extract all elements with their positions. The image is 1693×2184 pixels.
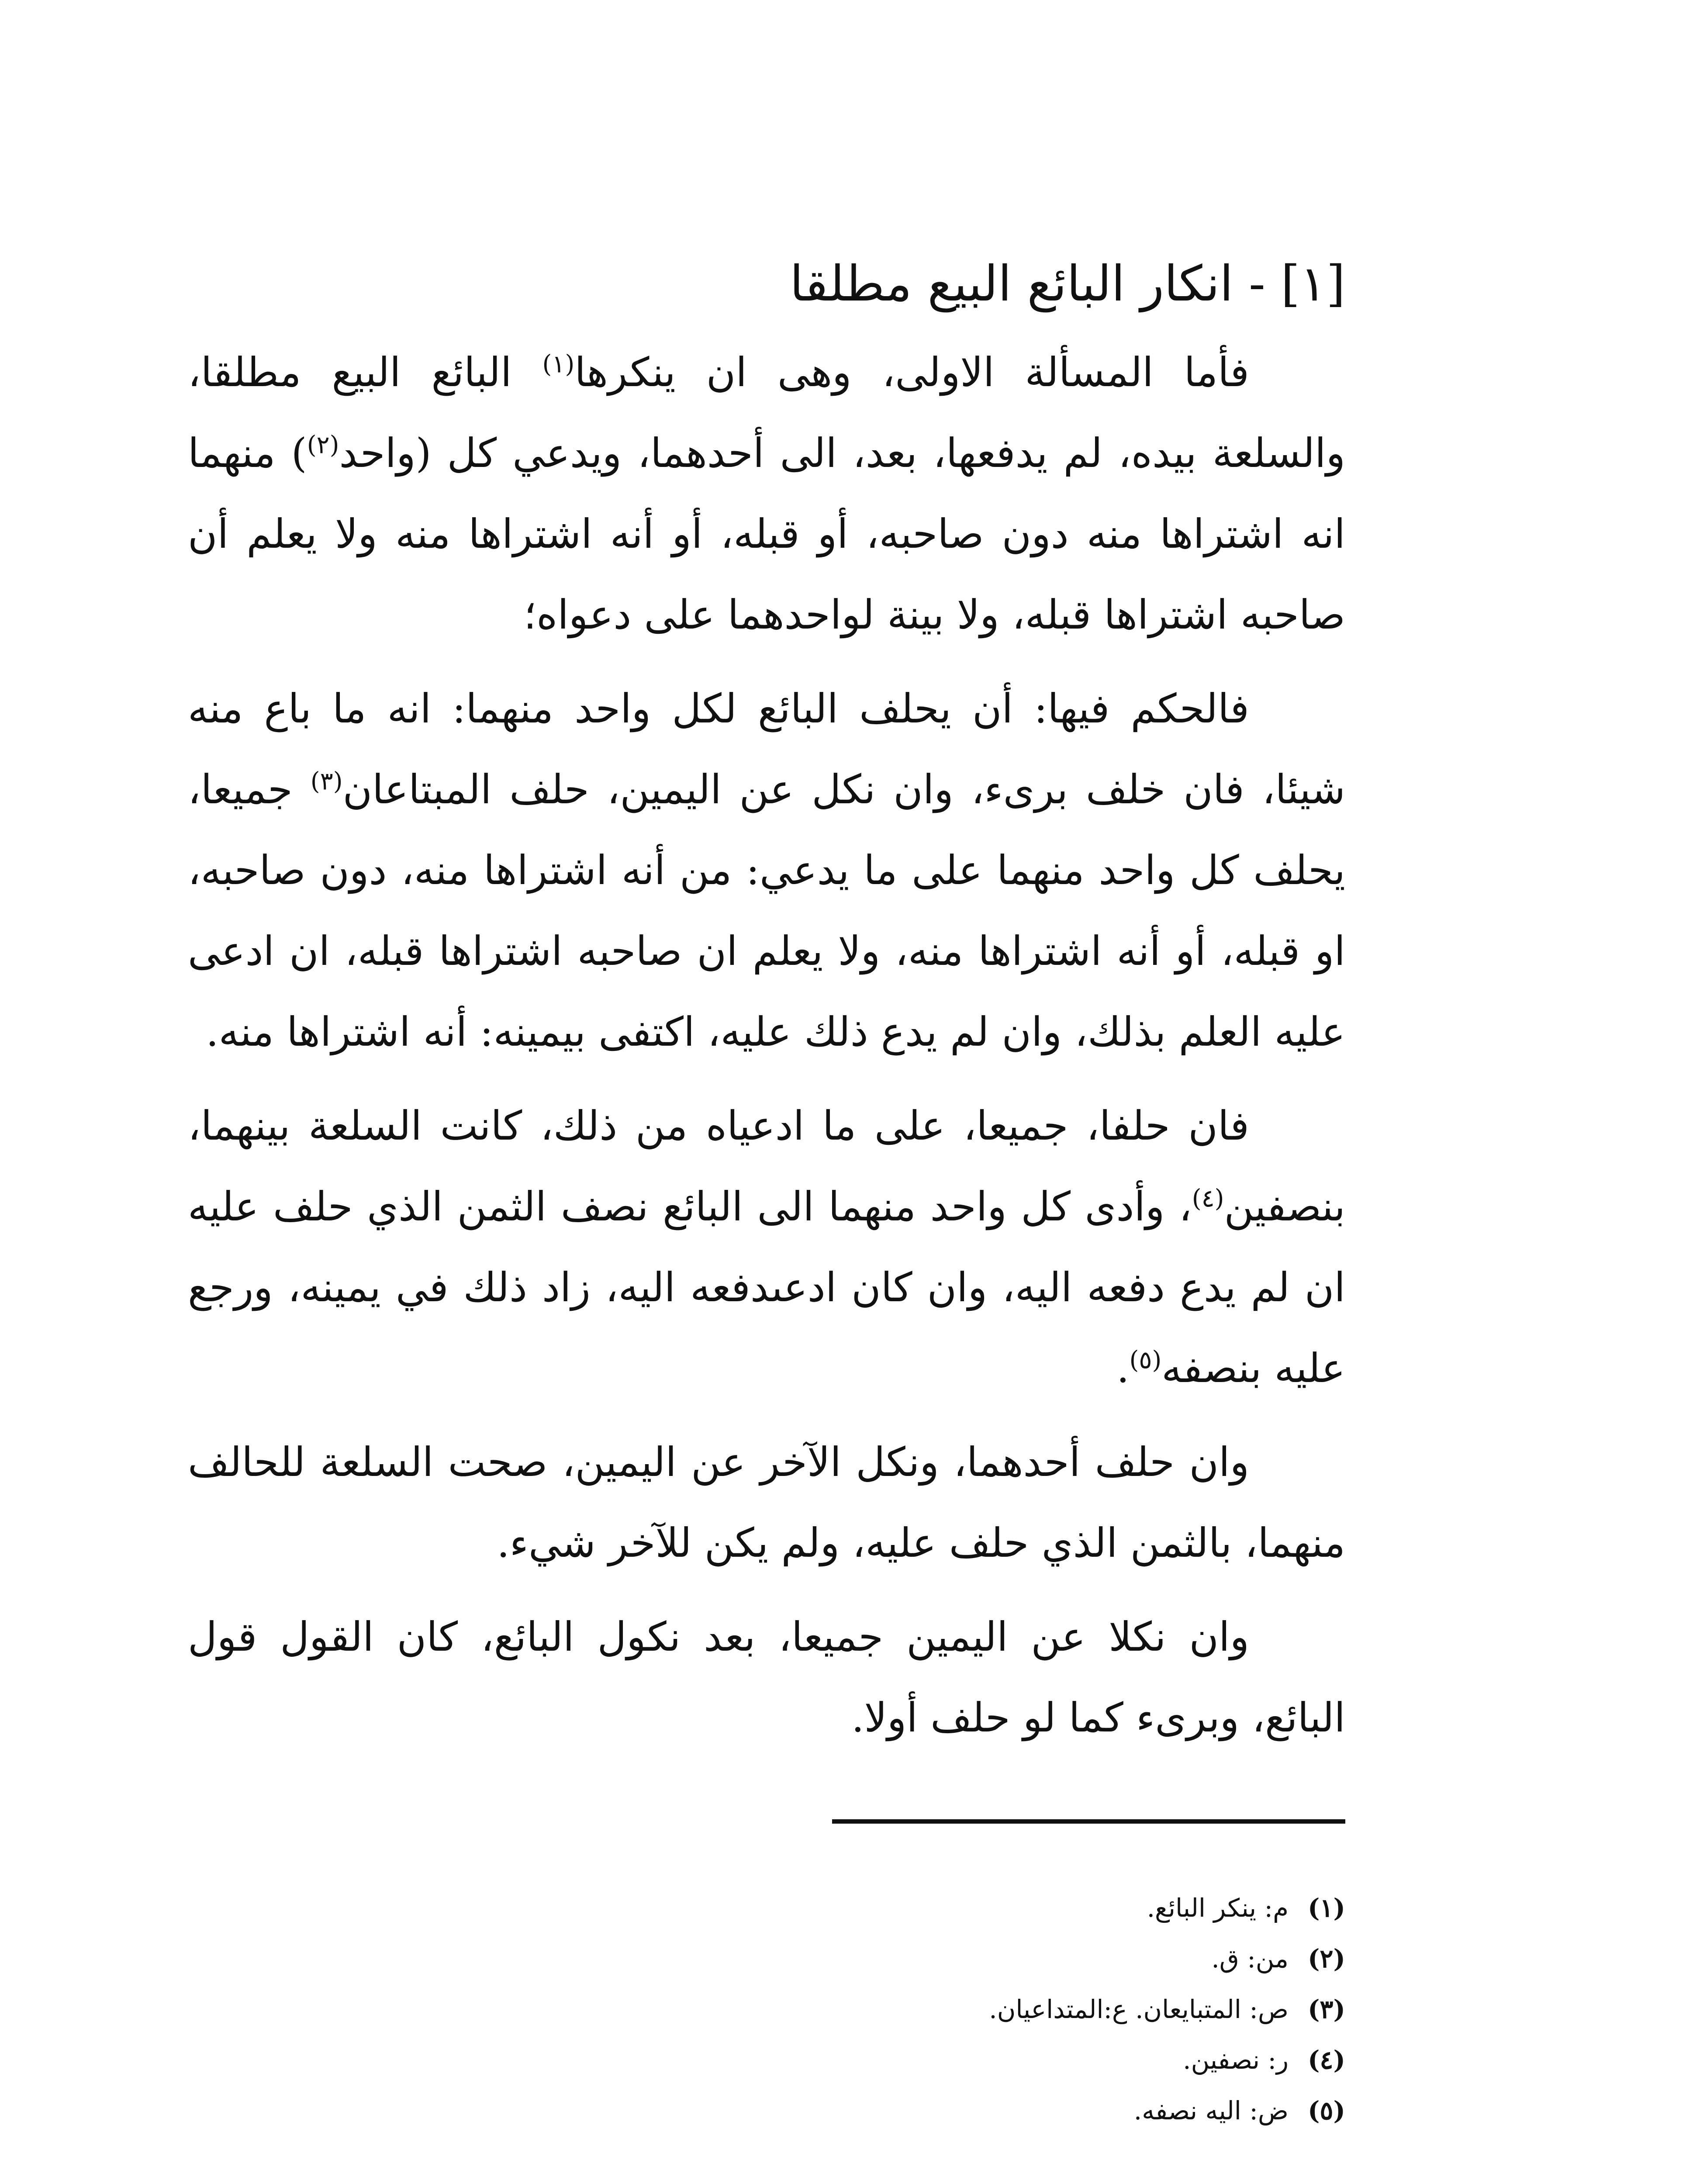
footnote-divider xyxy=(832,1819,1345,1824)
paragraph-text: . xyxy=(1116,1345,1130,1392)
footnote-marker: (٣) xyxy=(310,767,343,796)
paragraph-text: ، وأدى كل واحد منهما الى البائع نصف الثمن الذي حلف عليه ان لم يدع دفعه اليه، وان كان ادعىدفعه اليه، زاد ذلك في يمينه، ورجع عليه بنصفه xyxy=(188,1183,1345,1392)
footnote-item xyxy=(646,1984,1345,2035)
paragraph xyxy=(188,332,1345,655)
paragraph xyxy=(188,1597,1345,1758)
footnote-text: ر: نصفين. xyxy=(1183,2045,1289,2075)
footnote-number: (٢) xyxy=(1307,1944,1345,1973)
paragraph xyxy=(188,1085,1345,1409)
footnote-number: (٣) xyxy=(1307,1994,1345,2024)
footnote-text: ض: اليه نصفه. xyxy=(1133,2096,1289,2125)
footnote-item xyxy=(646,2035,1345,2085)
paragraph-text: وان نكلا عن اليمين جميعا، بعد نكول البائع، كان القول قول البائع، وبرىء كما لو حلف أولا. xyxy=(188,1614,1345,1741)
footnote-number: (٥) xyxy=(1307,2096,1345,2125)
paragraph-text: فان حلفا، جميعا، على ما ادعياه من ذلك، كانت السلعة بينهما، بنصفين xyxy=(188,1102,1345,1230)
paragraph-text: وان حلف أحدهما، ونكل الآخر عن اليمين، صحت السلعة للحالف منهما، بالثمن الذي حلف عليه، ولم يكن للآخر شيء. xyxy=(188,1439,1345,1566)
footnote-number: (١) xyxy=(1307,1893,1345,1923)
paragraph-text: فأما المسألة الاولى، وهى ان ينكرها xyxy=(574,349,1249,396)
footnote-item xyxy=(646,1883,1345,1933)
paragraph-text: جميعا، يحلف كل واحد منهما على ما يدعي: من أنه اشتراها منه، دون صاحبه، او قبله، أو أنه اشتراها منه، ولا يعلم ان صاحبه اشتراها قبله، ان ادعى عليه العلم بذلك، وان لم يدع ذلك عليه، اكتفى بيمينه: أنه اشتراها منه. xyxy=(188,766,1345,1055)
footnote-marker: (٤) xyxy=(1192,1184,1224,1213)
footnote-item xyxy=(646,1933,1345,1984)
footnote-text: ص: المتبايعان. ع:المتداعيان. xyxy=(989,1994,1289,2024)
footnote-number: (٤) xyxy=(1307,2045,1345,2075)
paragraph xyxy=(188,668,1345,1072)
paragraph-text: فالحكم فيها: أن يحلف البائع لكل واحد منهما: انه ما باع منه شيئا، فان خلف برىء، وان نكل عن اليمين، حلف المبتاعان xyxy=(188,685,1345,813)
footnote-marker: (٢) xyxy=(307,431,339,460)
footnote-text: من: ق. xyxy=(1211,1944,1289,1973)
section-heading: [١] - انكار البائع البيع مطلقا xyxy=(790,256,1345,312)
footnotes-list xyxy=(646,1883,1345,2136)
footnote-text: م: ينكر البائع. xyxy=(1147,1893,1289,1923)
body-text xyxy=(188,332,1345,1771)
footnote-marker: (٥) xyxy=(1129,1346,1162,1375)
paragraph xyxy=(188,1422,1345,1583)
paragraph-text: البائع البيع مطلقا، والسلعة بيده، لم يدفعها، بعد، الى أحدهما، ويدعي كل (واحد xyxy=(188,349,1345,477)
paragraph-text: ) منهما انه اشتراها منه دون صاحبه، أو قبله، أو أنه اشتراها منه ولا يعلم أن صاحبه اشتراها قبله، ولا بينة لواحدهما على دعواه؛ xyxy=(188,430,1345,638)
footnote-item xyxy=(646,2085,1345,2136)
footnote-marker: (١) xyxy=(542,350,575,379)
